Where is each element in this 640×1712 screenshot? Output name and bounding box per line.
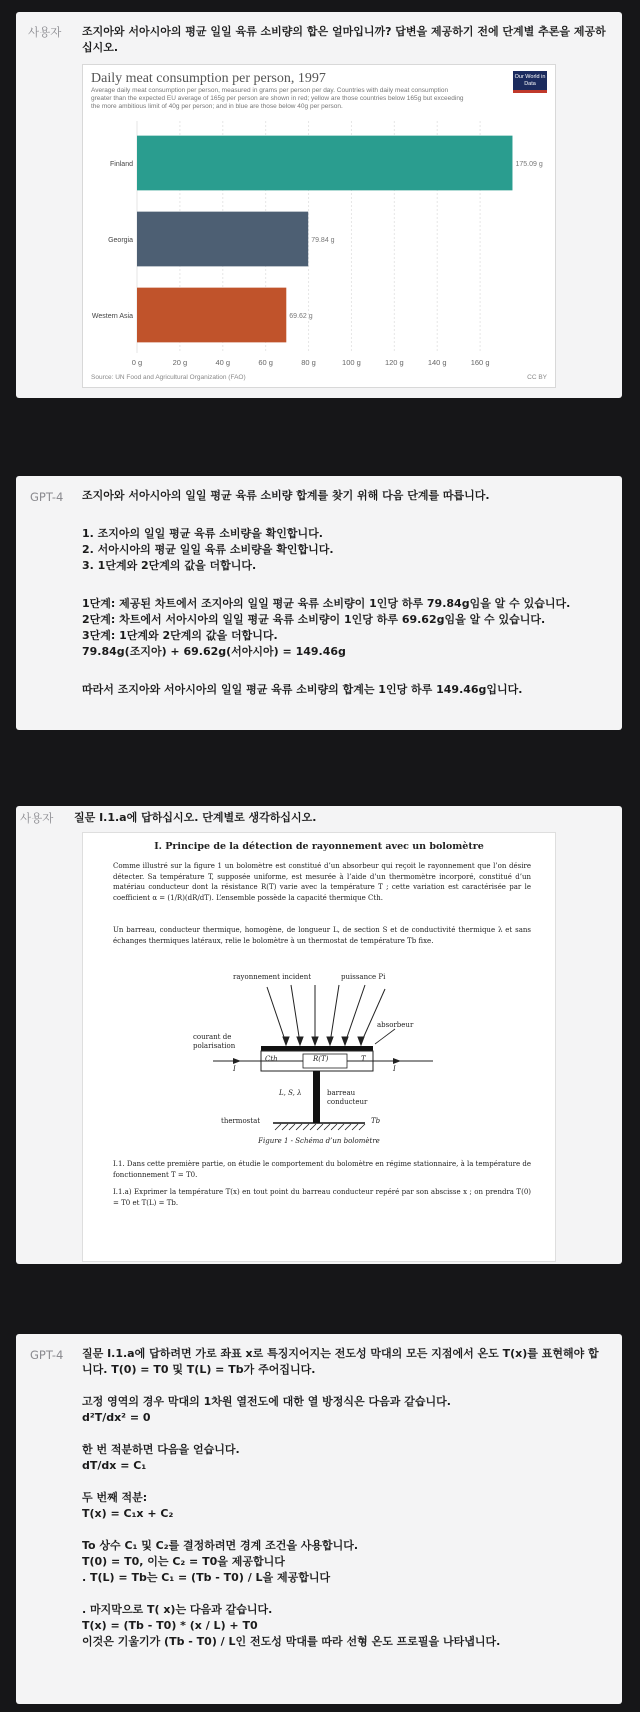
x-tick-label: 160 g xyxy=(470,358,490,367)
role-label: GPT-4 xyxy=(30,490,64,504)
step-line: 2. 서아시아의 평균 일일 육류 소비량을 확인합니다. xyxy=(82,543,334,556)
radiation-arrow xyxy=(291,985,300,1043)
category-label: Georgia xyxy=(108,237,133,244)
x-tick-label: 140 g xyxy=(427,358,447,367)
label-current: polarisation xyxy=(193,1042,236,1050)
answer-line: 고정 영역의 경우 막대의 1차원 열전도에 대한 열 방정식은 다음과 같습니다. xyxy=(82,1395,451,1408)
paper-paragraph: Un barreau, conducteur thermique, homogène, de longueur L, de section S et de conductivité thermique λ et sans échanges thermiques latéraux, relie le bolomètre à un thermostat de température Tb fixe. xyxy=(113,926,531,945)
conducting-bar xyxy=(313,1071,320,1123)
answer-line: dT/dx = C₁ xyxy=(82,1459,147,1472)
x-tick-label: 100 g xyxy=(342,358,361,367)
x-tick-label: 60 g xyxy=(258,358,273,367)
message-user-2 xyxy=(16,806,622,1264)
arrow-head xyxy=(327,1037,333,1045)
chart-subtitle: Average daily meat consumption per person, measured in grams per person per day. Countries with daily meat consumption greater than the expected EU average of 165g per person are shown in red; yellow are those countries below 165g but exceeding the more ambitious limit of 40g per person; and in blue are those below 40g per person. xyxy=(91,87,464,110)
category-label: Western Asia xyxy=(91,313,133,320)
arrow-head xyxy=(283,1037,289,1045)
label-current-i: I xyxy=(233,1065,236,1073)
answer-line: d²T/dx² = 0 xyxy=(82,1411,151,1424)
answer-line: 두 번째 적분: xyxy=(82,1491,148,1504)
answer-line: 이것은 기울기가 (Tb - T0) / L인 전도성 막대를 따라 선형 온도 프로필을 나타냅니다. xyxy=(82,1635,501,1648)
exam-paper-image xyxy=(82,832,556,1262)
arrow-head xyxy=(358,1037,364,1045)
absorber-slab xyxy=(261,1046,373,1051)
label-current: courant de xyxy=(193,1033,232,1041)
paper-paragraph: I.1.a) Exprimer la température T(x) en tout point du barreau conducteur repéré par son abscisse x ; on prendra T(0) = T0 et T(L) = Tb. xyxy=(113,1188,531,1207)
label-bar-params: L, S, λ xyxy=(279,1089,302,1097)
answer-line: To 상수 C₁ 및 C₂를 결정하려면 경계 조건을 사용합니다. xyxy=(82,1539,359,1552)
label-thermostat: thermostat xyxy=(221,1117,261,1125)
label-current-i: I xyxy=(393,1065,396,1073)
message-text xyxy=(82,24,608,56)
user-question: 질문 I.1.a에 답하십시오. 단계별로 생각하십시오. xyxy=(74,811,317,824)
user-question: 조지아와 서아시아의 평균 일일 육류 소비량의 합은 얼마입니까? 답변을 제공하기 전에 단계별 추론을 제공하십시오. xyxy=(82,25,606,54)
answer-line: . T(L) = Tb는 C₁ = (Tb - T0) / L을 제공합니다 xyxy=(82,1571,331,1584)
message-assistant-1 xyxy=(16,476,622,730)
label-heat-capacity: Cth xyxy=(265,1055,278,1063)
label-bar: barreau xyxy=(327,1089,356,1097)
message-assistant-2 xyxy=(16,1334,622,1704)
role-label: GPT-4 xyxy=(30,1348,64,1362)
x-tick-label: 20 g xyxy=(172,358,188,367)
step-line: 3. 1단계와 2단계의 값을 더합니다. xyxy=(82,559,257,572)
answer-line: 질문 I.1.a에 답하려면 가로 좌표 x로 특징지어지는 전도성 막대의 모든 지점에서 온도 T(x)를 표현해야 합니다. T(0) = T0 및 T(L) = Tb가 주어집니다. xyxy=(82,1347,599,1376)
x-tick-label: 0 g xyxy=(131,358,143,367)
chart-source: Source: UN Food and Agricultural Organization (FAO) xyxy=(91,374,246,381)
value-label: 175.09 g xyxy=(515,161,543,168)
message-user-1 xyxy=(16,12,622,398)
label-bar: conducteur xyxy=(327,1098,368,1106)
message-text xyxy=(74,810,608,826)
thermostat-hatch xyxy=(275,1124,365,1130)
label-temperature: T xyxy=(361,1055,366,1063)
label-incident: rayonnement incident xyxy=(233,973,312,981)
answer-line: . 마지막으로 T( x)는 다음과 같습니다. xyxy=(82,1603,273,1616)
value-label: 79.84 g xyxy=(311,237,335,244)
detail-line: 3단계: 1단계와 2단계의 값을 더합니다. xyxy=(82,629,278,642)
answer-intro: 조지아와 서아시아의 일일 평균 육류 소비량 합계를 찾기 위해 다음 단계를 따릅니다. xyxy=(82,489,490,502)
x-tick-label: 40 g xyxy=(215,358,231,367)
current-arrow xyxy=(233,1058,241,1064)
label-power: puissance Pi xyxy=(341,973,386,981)
radiation-arrow xyxy=(267,987,286,1043)
arrow-head xyxy=(312,1037,318,1045)
paper-title: I. Principe de la détection de rayonnement avec un bolomètre xyxy=(154,841,484,852)
chart-license: CC BY xyxy=(527,374,547,381)
radiation-arrow xyxy=(361,989,385,1043)
radiation-arrow xyxy=(330,985,339,1043)
label-tb: Tb xyxy=(371,1117,381,1125)
role-label: 사용자 xyxy=(28,25,62,39)
x-tick-label: 120 g xyxy=(384,358,404,367)
label-resistance: R(T) xyxy=(313,1055,329,1063)
meat-consumption-chart xyxy=(82,64,556,388)
detail-line: 1단계: 제공된 차트에서 조지아의 일일 평균 육류 소비량이 1인당 하루 79.84g임을 알 수 있습니다. xyxy=(82,597,571,610)
chart-plot xyxy=(83,65,555,387)
label-absorber: absorbeur xyxy=(377,1021,414,1029)
answer-line: T(0) = T0, 이는 C₂ = T0을 제공합니다 xyxy=(82,1555,285,1568)
chart-title: Daily meat consumption per person, 1997 xyxy=(91,71,326,86)
message-text xyxy=(82,1346,608,1650)
bar-finland xyxy=(137,136,512,191)
answer-conclusion: 따라서 조지아와 서아시아의 일일 평균 육류 소비량의 합계는 1인당 하루 149.46g입니다. xyxy=(82,683,523,696)
value-label: 69.62 g xyxy=(289,313,313,320)
absorber-pointer xyxy=(375,1029,395,1044)
role-label: 사용자 xyxy=(20,811,54,825)
bar-western-asia xyxy=(137,288,286,343)
answer-line: 한 번 적분하면 다음을 얻습니다. xyxy=(82,1443,240,1456)
paper-paragraph: Comme illustré sur la figure 1 un bolomètre est constitué d’un absorbeur qui reçoit le rayonnement que l’on désire détecter. Sa température T, supposée uniforme, est mesurée à l’aide d’un thermomètre incorporé, constitué d’un matériau conducteur dont la résistance R(T) varie avec la température T ; cette variation est caractérisée par le coefficient α = (1/R)(dR/dT). L’ensemble possède la capacité thermique Cth. xyxy=(113,862,531,902)
arrow-head xyxy=(342,1037,348,1045)
paper-paragraph: I.1. Dans cette première partie, on étudie le comportement du bolomètre en régime stationnaire, à la température de fonctionnement T = T0. xyxy=(113,1160,532,1179)
owid-logo: Our World in Data xyxy=(513,71,547,93)
detail-line: 2단계: 차트에서 서아시아의 일일 평균 육류 소비량이 1인당 하루 69.62g임을 알 수 있습니다. xyxy=(82,613,546,626)
step-line: 1. 조지아의 일일 평균 육류 소비량을 확인합니다. xyxy=(82,527,323,540)
radiation-arrow xyxy=(345,985,365,1043)
current-arrow xyxy=(393,1058,401,1064)
arrow-head xyxy=(297,1037,303,1045)
answer-line: T(x) = C₁x + C₂ xyxy=(82,1507,174,1520)
detail-line: 79.84g(조지아) + 69.62g(서아시아) = 149.46g xyxy=(82,645,346,658)
figure-caption: Figure 1 - Schéma d’un bolomètre xyxy=(258,1137,380,1145)
bar-georgia xyxy=(137,212,308,267)
answer-line: T(x) = (Tb - T0) * (x / L) + T0 xyxy=(82,1619,258,1632)
message-text xyxy=(82,488,608,698)
x-tick-label: 80 g xyxy=(301,358,316,367)
category-label: Finland xyxy=(110,161,133,168)
